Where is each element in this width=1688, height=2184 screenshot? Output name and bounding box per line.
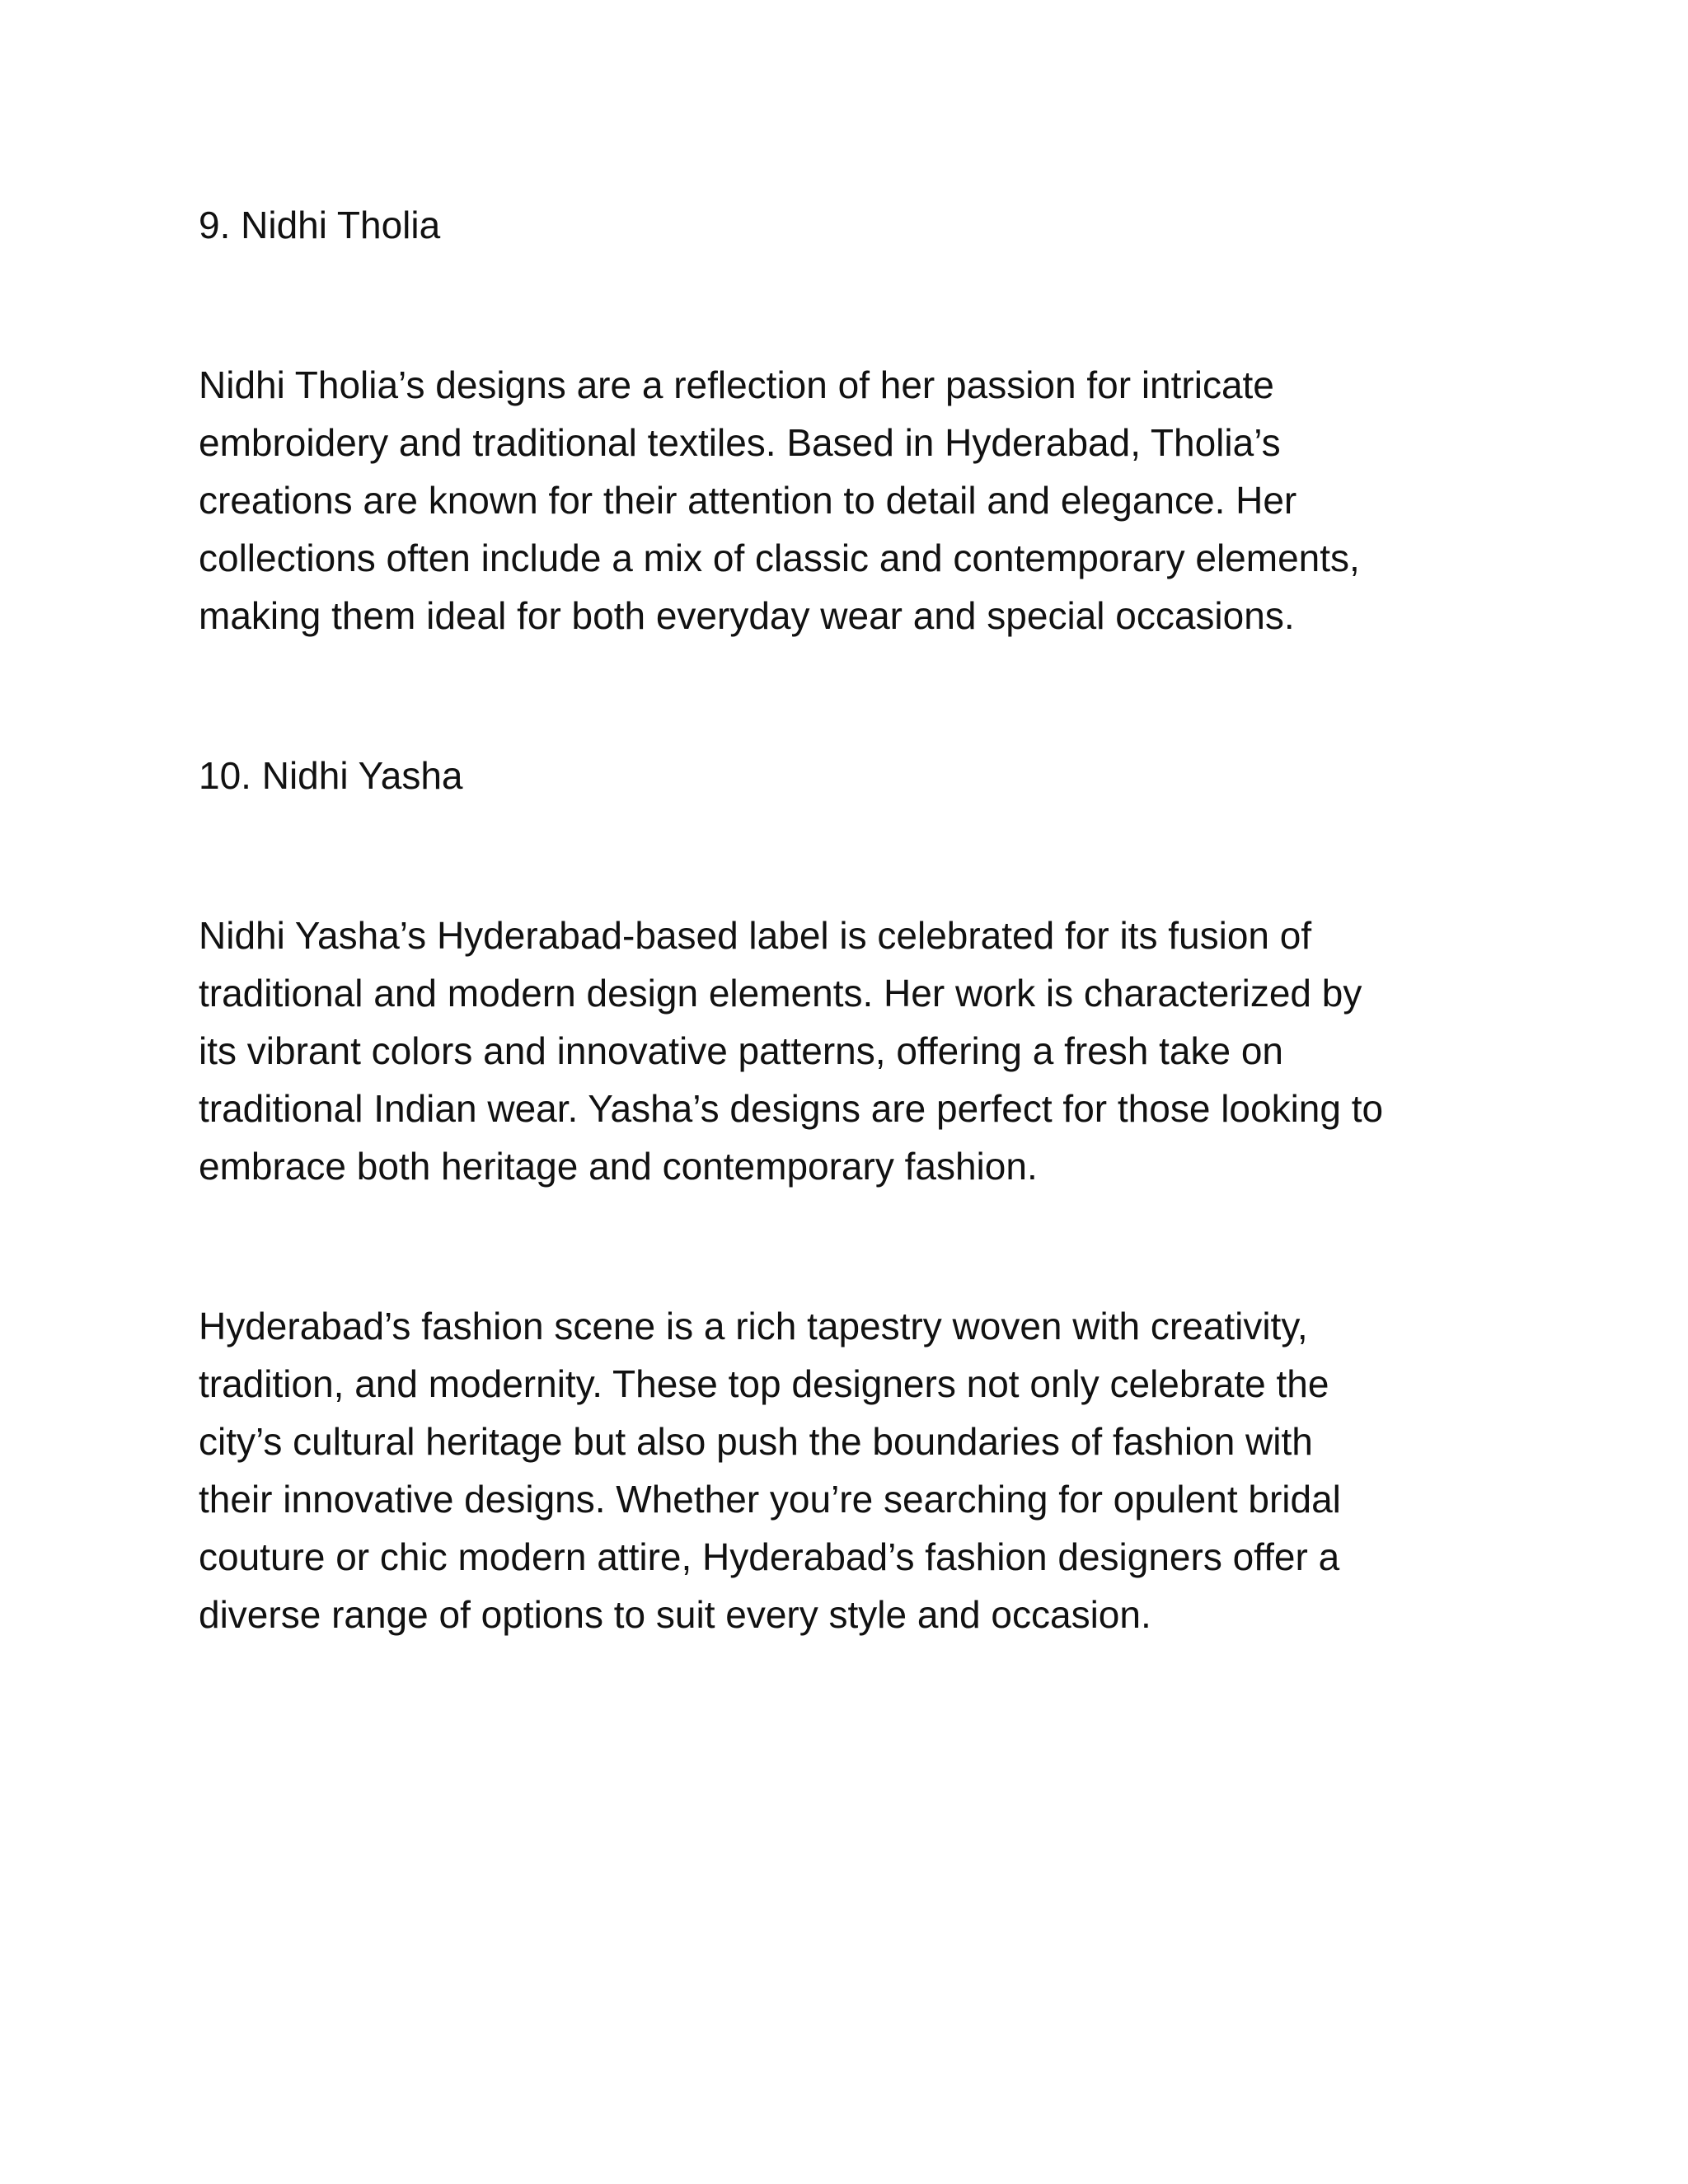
spacer xyxy=(199,644,1517,747)
spacer xyxy=(199,804,1517,907)
spacer xyxy=(199,1195,1517,1297)
section-heading-nidhi-tholia: 9. Nidhi Tholia xyxy=(199,204,441,246)
paragraph-nidhi-yasha xyxy=(199,907,1517,1195)
section-heading-nidhi-yasha: 10. Nidhi Yasha xyxy=(199,754,463,797)
text-line: embrace both heritage and contemporary fashion. xyxy=(199,1145,1038,1188)
text-line: making them ideal for both everyday wear and special occasions. xyxy=(199,594,1295,637)
text-line: its vibrant colors and innovative patterns, offering a fresh take on xyxy=(199,1029,1284,1072)
text-line: traditional Indian wear. Yasha’s designs are perfect for those looking to xyxy=(199,1087,1384,1130)
text-line: city’s cultural heritage but also push the boundaries of fashion with xyxy=(199,1420,1313,1463)
text-line: diverse range of options to suit every style and occasion. xyxy=(199,1593,1151,1636)
text-line: Nidhi Yasha’s Hyderabad-based label is celebrated for its fusion of xyxy=(199,914,1312,957)
text-line: embroidery and traditional textiles. Based in Hyderabad, Tholia’s xyxy=(199,421,1281,464)
spacer xyxy=(199,254,1517,356)
paragraph-nidhi-tholia xyxy=(199,356,1517,644)
text-line: creations are known for their attention to detail and elegance. Her xyxy=(199,479,1297,522)
text-line: their innovative designs. Whether you’re searching for opulent bridal xyxy=(199,1478,1341,1521)
text-line: tradition, and modernity. These top designers not only celebrate the xyxy=(199,1362,1329,1405)
paragraph-conclusion xyxy=(199,1297,1517,1643)
text-line: Nidhi Tholia’s designs are a reflection of her passion for intricate xyxy=(199,363,1274,406)
text-line: Hyderabad’s fashion scene is a rich tapestry woven with creativity, xyxy=(199,1305,1308,1347)
text-line: couture or chic modern attire, Hyderabad’s fashion designers offer a xyxy=(199,1535,1340,1578)
text-line: collections often include a mix of classic and contemporary elements, xyxy=(199,537,1360,579)
text-line: traditional and modern design elements. Her work is characterized by xyxy=(199,972,1362,1015)
document-body xyxy=(199,196,1517,1643)
